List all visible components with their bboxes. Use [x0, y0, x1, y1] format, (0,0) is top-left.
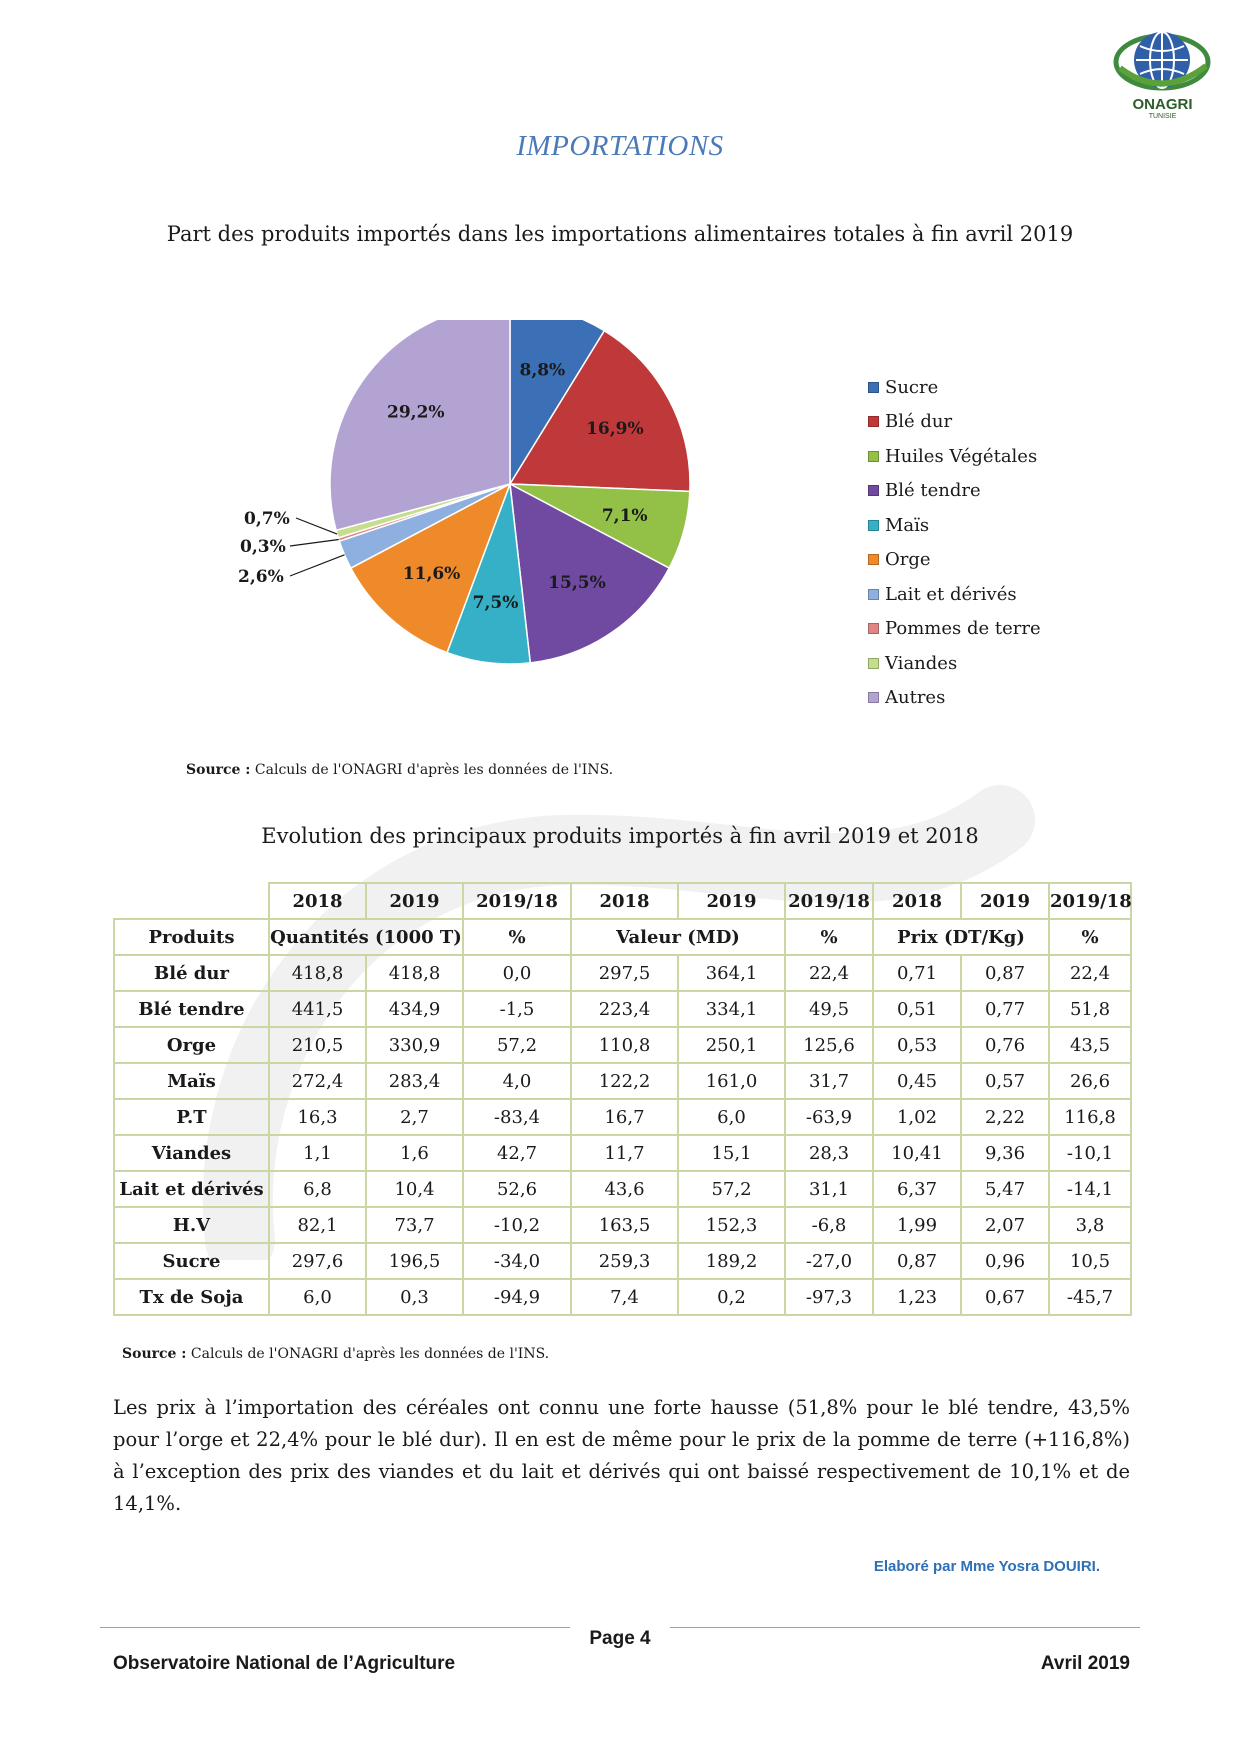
table-cell: -97,3	[785, 1279, 873, 1315]
legend-item	[868, 474, 1168, 509]
group-header-row	[114, 919, 1131, 955]
table-cell: 6,8	[269, 1171, 366, 1207]
legend-swatch	[868, 692, 879, 703]
table-cell: 110,8	[571, 1027, 678, 1063]
page-number: Page 4	[589, 1628, 651, 1649]
slice-label: 7,5%	[472, 592, 519, 613]
table-cell: -63,9	[785, 1099, 873, 1135]
table-row	[114, 1063, 1131, 1099]
product-name: Sucre	[114, 1243, 269, 1279]
table-cell: 22,4	[785, 955, 873, 991]
slice-label: 2,6%	[238, 567, 284, 587]
legend-label: Huiles Végétales	[885, 445, 1038, 467]
product-name: P.T	[114, 1099, 269, 1135]
table-cell: 57,2	[463, 1027, 571, 1063]
slice-label: 0,7%	[244, 509, 290, 529]
footer-divider-left	[100, 1627, 570, 1628]
table-cell: -94,9	[463, 1279, 571, 1315]
legend-label: Orge	[885, 549, 931, 571]
table-cell: 0,77	[961, 991, 1049, 1027]
legend-label: Blé tendre	[885, 480, 981, 502]
table-row	[114, 1279, 1131, 1315]
pie-chart	[230, 320, 750, 760]
col-header: 2019	[961, 883, 1049, 919]
author-credit: Elaboré par Mme Yosra DOUIRI.	[873, 1558, 1100, 1575]
legend-swatch	[868, 658, 879, 669]
leader-line	[290, 540, 339, 546]
legend-swatch	[868, 520, 879, 531]
product-name: Lait et dérivés	[114, 1171, 269, 1207]
legend-swatch	[868, 451, 879, 462]
table-cell: 364,1	[678, 955, 785, 991]
table-cell: -45,7	[1049, 1279, 1131, 1315]
legend-swatch	[868, 416, 879, 427]
table-row	[114, 1243, 1131, 1279]
table-cell: 6,37	[873, 1171, 961, 1207]
legend-item	[868, 439, 1168, 474]
table-cell: 57,2	[678, 1171, 785, 1207]
table-cell: 6,0	[678, 1099, 785, 1135]
table-cell: 441,5	[269, 991, 366, 1027]
table-cell: 1,23	[873, 1279, 961, 1315]
legend-item	[868, 681, 1168, 716]
table-cell: 28,3	[785, 1135, 873, 1171]
table-cell: 82,1	[269, 1207, 366, 1243]
col-header: 2018	[873, 883, 961, 919]
legend-swatch	[868, 623, 879, 634]
table-cell: 223,4	[571, 991, 678, 1027]
product-name: Orge	[114, 1027, 269, 1063]
table-row	[114, 1135, 1131, 1171]
table-cell: 250,1	[678, 1027, 785, 1063]
table-cell: 49,5	[785, 991, 873, 1027]
table-cell: 1,1	[269, 1135, 366, 1171]
pct-header: %	[785, 919, 873, 955]
produits-header: Produits	[114, 919, 269, 955]
table-cell: 15,1	[678, 1135, 785, 1171]
table-cell: 2,07	[961, 1207, 1049, 1243]
col-header: 2018	[269, 883, 366, 919]
table-cell: 334,1	[678, 991, 785, 1027]
table-cell: 26,6	[1049, 1063, 1131, 1099]
table-cell: 283,4	[366, 1063, 463, 1099]
table-cell: -1,5	[463, 991, 571, 1027]
table-cell: 161,0	[678, 1063, 785, 1099]
col-header: 2019	[366, 883, 463, 919]
col-header: 2019/18	[1049, 883, 1131, 919]
table-cell: 7,4	[571, 1279, 678, 1315]
legend-swatch	[868, 382, 879, 393]
legend-swatch	[868, 485, 879, 496]
legend-label: Sucre	[885, 376, 939, 398]
table-cell: 196,5	[366, 1243, 463, 1279]
legend-swatch	[868, 554, 879, 565]
slice-label: 16,9%	[586, 419, 644, 440]
table-cell: 43,6	[571, 1171, 678, 1207]
quantites-header: Quantités (1000 T)	[269, 919, 463, 955]
table-cell: 9,36	[961, 1135, 1049, 1171]
col-header: 2019/18	[785, 883, 873, 919]
table-row	[114, 1027, 1131, 1063]
table-cell: -6,8	[785, 1207, 873, 1243]
legend-item	[868, 577, 1168, 612]
table-cell: 330,9	[366, 1027, 463, 1063]
table-row	[114, 991, 1131, 1027]
table-cell: 11,7	[571, 1135, 678, 1171]
table-source-label: Source :	[122, 1346, 187, 1362]
col-header: 2019	[678, 883, 785, 919]
table-cell: 272,4	[269, 1063, 366, 1099]
table-source-text: Calculs de l'ONAGRI d'après les données de l'INS.	[186, 1346, 550, 1362]
legend-label: Blé dur	[885, 411, 953, 433]
table-cell: 5,47	[961, 1171, 1049, 1207]
table-cell: 0,67	[961, 1279, 1049, 1315]
imports-table	[113, 882, 1132, 1316]
table-cell: 297,6	[269, 1243, 366, 1279]
table-cell: 16,3	[269, 1099, 366, 1135]
year-header-row	[114, 883, 1131, 919]
leader-line	[296, 518, 337, 534]
table-cell: 0,53	[873, 1027, 961, 1063]
table-cell: 0,76	[961, 1027, 1049, 1063]
col-header: 2018	[571, 883, 678, 919]
table-cell: 122,2	[571, 1063, 678, 1099]
table-cell: 22,4	[1049, 955, 1131, 991]
corner-cell	[114, 883, 269, 919]
slice-label: 8,8%	[519, 360, 566, 381]
valeur-header: Valeur (MD)	[571, 919, 785, 955]
table-cell: 297,5	[571, 955, 678, 991]
product-name: H.V	[114, 1207, 269, 1243]
table-cell: -10,2	[463, 1207, 571, 1243]
table-cell: 0,87	[873, 1243, 961, 1279]
prix-header: Prix (DT/Kg)	[873, 919, 1049, 955]
table-cell: -10,1	[1049, 1135, 1131, 1171]
table-cell: 125,6	[785, 1027, 873, 1063]
table-cell: 10,4	[366, 1171, 463, 1207]
table-cell: 0,51	[873, 991, 961, 1027]
footer-divider-right	[670, 1627, 1140, 1628]
legend-item	[868, 543, 1168, 578]
table-cell: 1,02	[873, 1099, 961, 1135]
table-cell: 0,57	[961, 1063, 1049, 1099]
slice-label: 7,1%	[601, 505, 648, 526]
analysis-paragraph: Les prix à l’importation des céréales ont connu une forte hausse (51,8% pour le blé tendre, 43,5% pour l’orge et 22,4% pour le blé dur). Il en est de même pour le prix de la pomme de terre (+116,8%) à l’exception des prix des viandes et du lait et dérivés qui ont baissé respectivement de 10,1% et de 14,1%.	[113, 1396, 1130, 1515]
footer-date: Avril 2019	[1040, 1653, 1130, 1674]
table-cell: 10,5	[1049, 1243, 1131, 1279]
table-cell: -34,0	[463, 1243, 571, 1279]
table-cell: 6,0	[269, 1279, 366, 1315]
logo-text: ONAGRI	[1132, 96, 1193, 113]
chart-source	[186, 762, 613, 778]
table-cell: 4,0	[463, 1063, 571, 1099]
table-cell: 31,7	[785, 1063, 873, 1099]
table-cell: 73,7	[366, 1207, 463, 1243]
legend-label: Autres	[885, 687, 946, 709]
table-cell: 0,96	[961, 1243, 1049, 1279]
table-cell: 2,22	[961, 1099, 1049, 1135]
slice-label: 29,2%	[387, 402, 445, 423]
table-cell: 116,8	[1049, 1099, 1131, 1135]
table-cell: 0,45	[873, 1063, 961, 1099]
legend-label: Maïs	[885, 514, 930, 536]
table-cell: 16,7	[571, 1099, 678, 1135]
legend-item	[868, 405, 1168, 440]
table-cell: 3,8	[1049, 1207, 1131, 1243]
table-cell: 31,1	[785, 1171, 873, 1207]
table-cell: 0,87	[961, 955, 1049, 991]
legend-item	[868, 646, 1168, 681]
table-row	[114, 1099, 1131, 1135]
chart-source-text: Calculs de l'ONAGRI d'après les données de l'INS.	[250, 762, 614, 778]
product-name: Maïs	[114, 1063, 269, 1099]
product-name: Blé dur	[114, 955, 269, 991]
product-name: Viandes	[114, 1135, 269, 1171]
slice-label: 0,3%	[240, 537, 286, 557]
leader-line	[290, 555, 345, 576]
table-cell: 0,0	[463, 955, 571, 991]
table-cell: 259,3	[571, 1243, 678, 1279]
chart-legend	[868, 370, 1168, 715]
table-cell: 10,41	[873, 1135, 961, 1171]
table-cell: 434,9	[366, 991, 463, 1027]
table-cell: 42,7	[463, 1135, 571, 1171]
page-title: IMPORTATIONS	[516, 130, 724, 162]
table-cell: 163,5	[571, 1207, 678, 1243]
legend-label: Pommes de terre	[885, 618, 1041, 640]
table-cell: 2,7	[366, 1099, 463, 1135]
table-cell: -27,0	[785, 1243, 873, 1279]
slice-label: 15,5%	[548, 573, 606, 594]
table-cell: 51,8	[1049, 991, 1131, 1027]
legend-item	[868, 370, 1168, 405]
table-row	[114, 1207, 1131, 1243]
table-cell: 189,2	[678, 1243, 785, 1279]
table-cell: 0,3	[366, 1279, 463, 1315]
table-cell: 43,5	[1049, 1027, 1131, 1063]
table-cell: 210,5	[269, 1027, 366, 1063]
slice-label: 11,6%	[402, 564, 461, 585]
table-cell: -83,4	[463, 1099, 571, 1135]
pct-header: %	[1049, 919, 1131, 955]
table-cell: 0,71	[873, 955, 961, 991]
col-header: 2019/18	[463, 883, 571, 919]
footer-organization: Observatoire National de l’Agriculture	[113, 1653, 456, 1674]
table-cell: 418,8	[366, 955, 463, 991]
legend-item	[868, 508, 1168, 543]
legend-swatch	[868, 589, 879, 600]
table-row	[114, 1171, 1131, 1207]
table-source	[122, 1346, 549, 1362]
chart-source-label: Source :	[186, 762, 251, 778]
legend-label: Lait et dérivés	[885, 583, 1017, 605]
product-name: Tx de Soja	[114, 1279, 269, 1315]
table-cell: 418,8	[269, 955, 366, 991]
table-cell: 1,6	[366, 1135, 463, 1171]
pct-header: %	[463, 919, 571, 955]
table-cell: 0,2	[678, 1279, 785, 1315]
table-cell: -14,1	[1049, 1171, 1131, 1207]
table-cell: 1,99	[873, 1207, 961, 1243]
table-row	[114, 955, 1131, 991]
logo-subtext: TUNISIE	[1148, 113, 1177, 120]
table-cell: 152,3	[678, 1207, 785, 1243]
table-title: Evolution des principaux produits importés à fin avril 2019 et 2018	[261, 824, 979, 848]
chart-title: Part des produits importés dans les importations alimentaires totales à fin avril 2019	[166, 222, 1074, 246]
table-cell: 52,6	[463, 1171, 571, 1207]
legend-item	[868, 612, 1168, 647]
legend-label: Viandes	[885, 652, 958, 674]
product-name: Blé tendre	[114, 991, 269, 1027]
